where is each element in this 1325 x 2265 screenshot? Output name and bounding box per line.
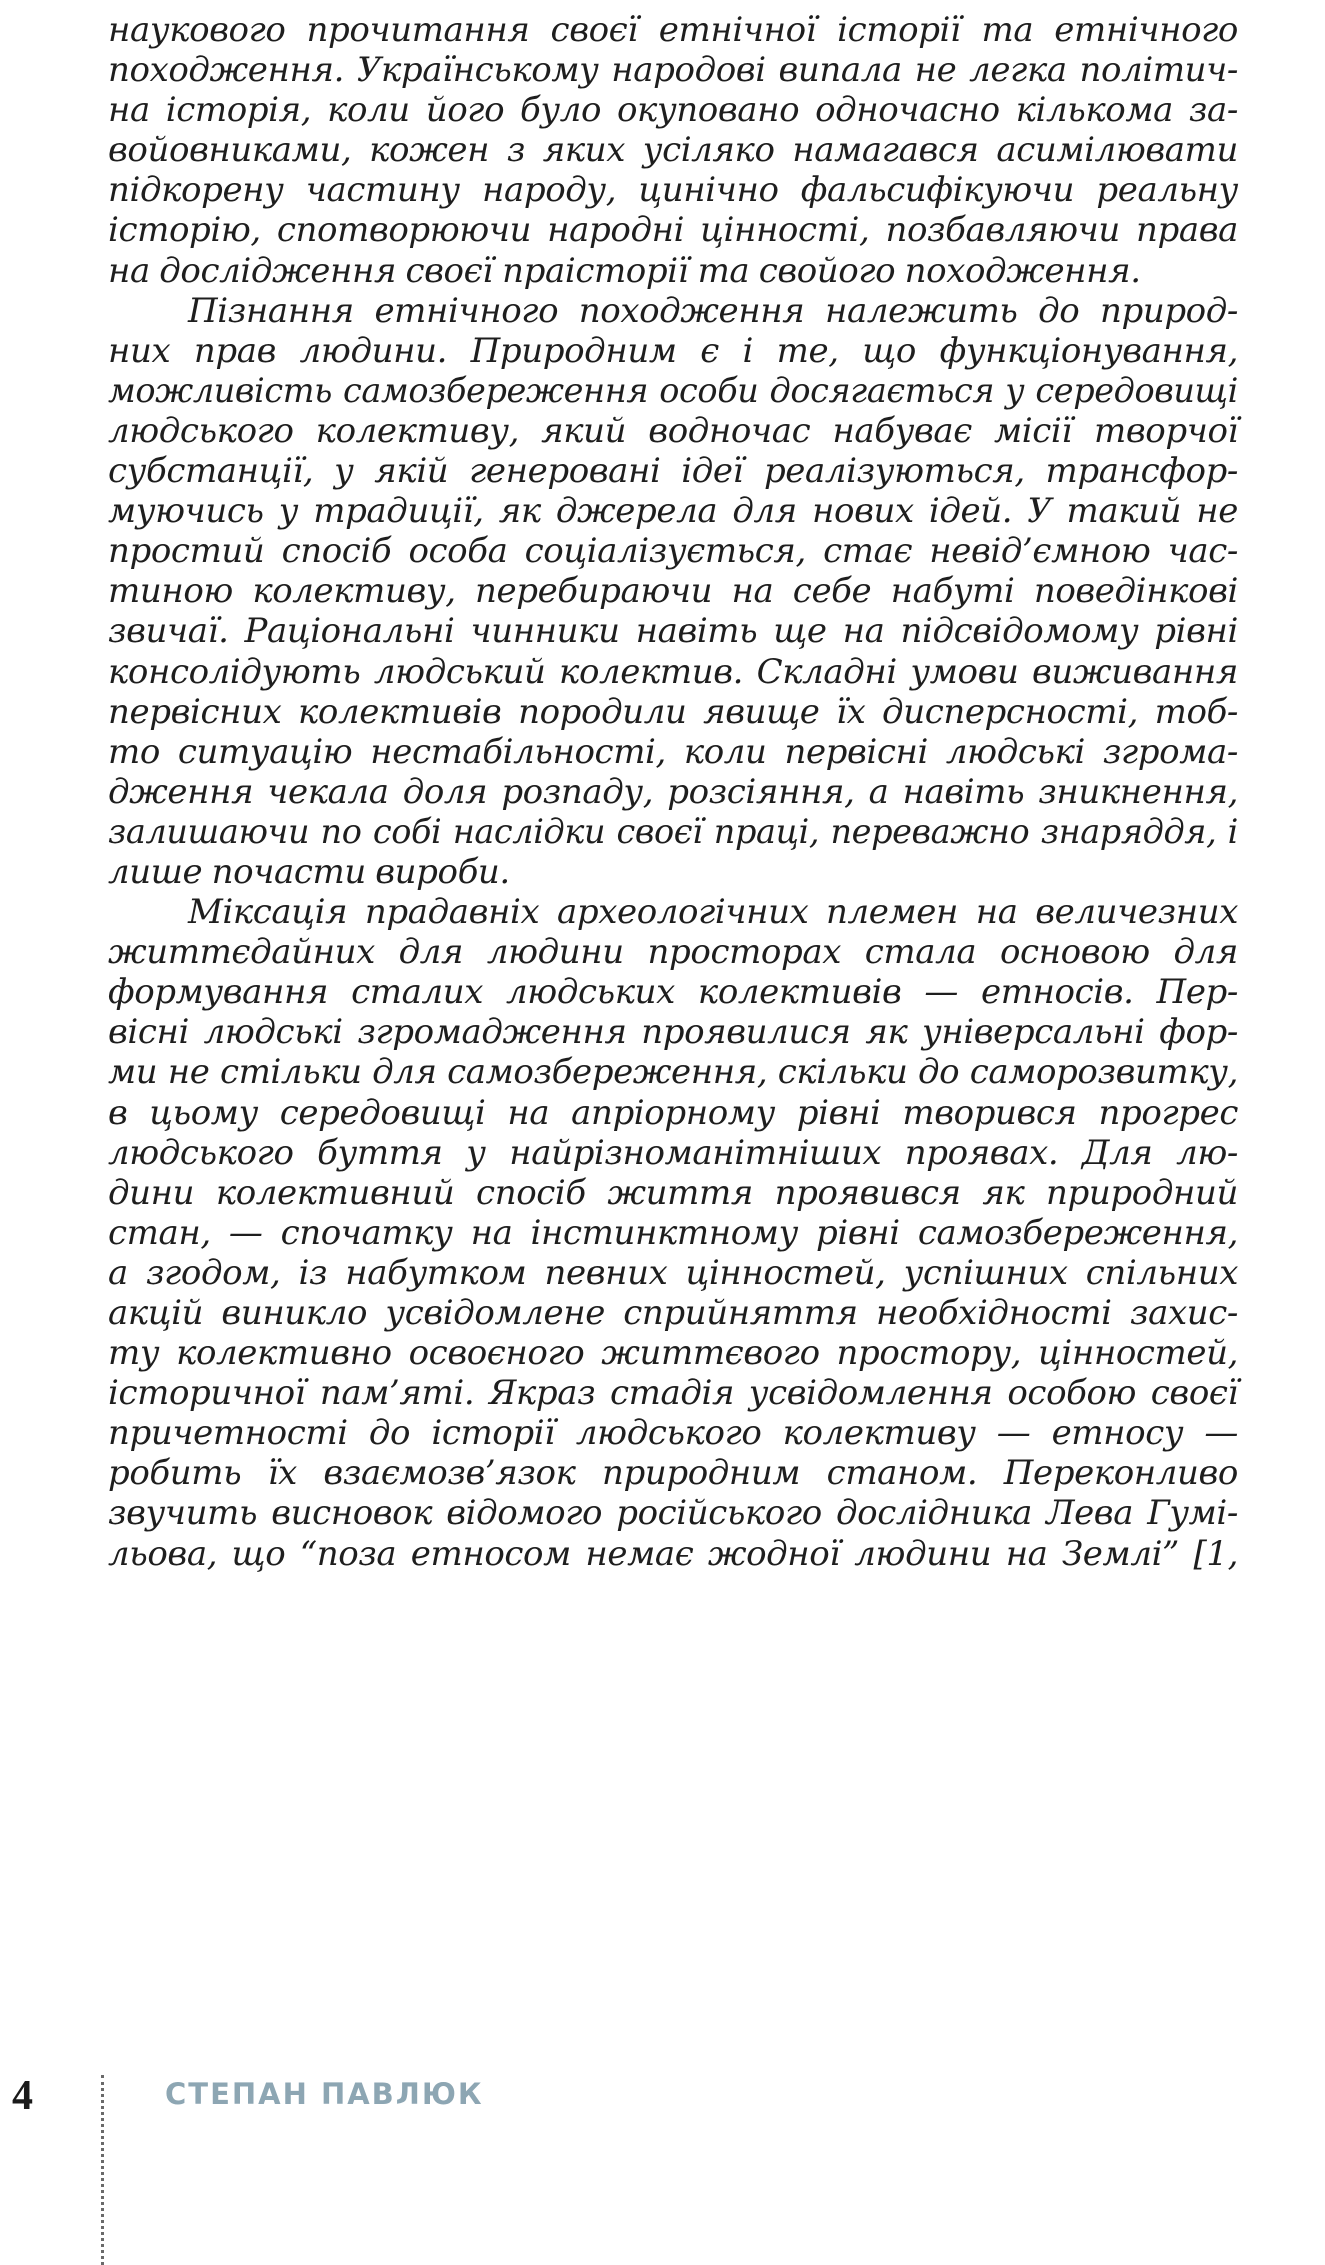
text-line: життєдайних для людини просторах стала основою для xyxy=(108,932,1238,973)
text-line: муючись у традиції, як джерела для нових ідей. У такий не xyxy=(108,491,1238,532)
text-line: субстанції, у якій генеровані ідеї реалізуються, трансфор- xyxy=(108,451,1238,492)
text-line: то ситуацію нестабільності, коли первісні людські згрома- xyxy=(108,731,1238,772)
text-line: історію, спотворюючи народні цінності, позбавляючи права xyxy=(108,210,1238,251)
text-line: льова, що “поза етносом немає жодної людини на Землі” [1, xyxy=(108,1533,1238,1574)
text-line: на історія, коли його було окуповано одночасно кількома за- xyxy=(108,90,1238,131)
text-line: людського буття у найрізноманітніших проявах. Для лю- xyxy=(108,1132,1238,1173)
page-footer xyxy=(0,2050,1325,2265)
text-line: ми не стільки для самозбереження, скільки до саморозвитку, xyxy=(108,1052,1238,1093)
text-line: походження. Українському народові випала не легка політич- xyxy=(108,50,1238,91)
text-line: залишаючи по собі наслідки своєї праці, переважно знаряддя, і xyxy=(108,811,1238,851)
text-line: ту колективно освоєного життєвого простору, цінностей, xyxy=(108,1333,1238,1374)
text-line: людського колективу, який водночас набуває місії творчої xyxy=(108,410,1238,451)
text-line: лише почасти вироби. xyxy=(108,851,510,892)
text-line: звучить висновок відомого російського дослідника Лева Гумі- xyxy=(108,1493,1238,1534)
text-line: консолідують людський колектив. Складні умови виживання xyxy=(108,651,1238,692)
text-line: підкорену частину народу, цинічно фальсифікуючи реальну xyxy=(108,170,1238,211)
text-line: дини колективний спосіб життя проявився як природний xyxy=(108,1172,1238,1213)
page-number: 4 xyxy=(12,2073,33,2119)
text-line: тиною колективу, перебираючи на себе набуті поведінкові xyxy=(108,571,1238,612)
text-line: войовниками, кожен з яких усіляко намагався асимілювати xyxy=(108,130,1238,171)
dotted-divider xyxy=(101,2075,104,2265)
text-line: простий спосіб особа соціалізується, стає невід’ємною час- xyxy=(108,531,1238,572)
text-line: історичної пам’яті. Якраз стадія усвідомлення особою своєї xyxy=(108,1373,1238,1414)
text-line: робить їх взаємозв’язок природним станом. Переконливо xyxy=(108,1453,1238,1494)
text-line: на дослідження своєї праісторії та свойого походження. xyxy=(108,250,1141,291)
text-line: них прав людини. Природним є і те, що функціонування, xyxy=(108,330,1238,371)
text-line: первісних колективів породили явище їх дисперсності, тоб- xyxy=(108,691,1238,732)
text-line: звичаї. Раціональні чинники навіть ще на підсвідомому рівні xyxy=(108,611,1238,652)
text-line: причетності до історії людського колективу — етносу — xyxy=(108,1413,1238,1454)
text-line: вісні людські згромадження проявилися як універсальні фор- xyxy=(108,1012,1238,1053)
body-text xyxy=(108,10,1238,1574)
text-line: Пізнання етнічного походження належить до природ- xyxy=(188,290,1238,331)
text-line: стан, — спочатку на інстинктному рівні самозбереження, xyxy=(108,1212,1238,1253)
text-line: можливість самозбереження особи досягається у середовищі xyxy=(108,370,1238,410)
text-line: Міксація прадавніх археологічних племен на величезних xyxy=(188,892,1238,933)
text-line: формування сталих людських колективів — етносів. Пер- xyxy=(108,972,1238,1013)
running-footer-author: СТЕПАН ПАВЛЮК xyxy=(165,2077,484,2111)
text-line: в цьому середовищі на апріорному рівні творився прогрес xyxy=(108,1092,1238,1133)
text-line: акцій виникло усвідомлене сприйняття необхідності захис- xyxy=(108,1293,1238,1333)
text-line: дження чекала доля розпаду, розсіяння, а навіть зникнення, xyxy=(108,771,1238,812)
text-line: наукового прочитання своєї етнічної історії та етнічного xyxy=(108,10,1238,50)
text-line: а згодом, із набутком певних цінностей, успішних спільних xyxy=(108,1252,1238,1293)
